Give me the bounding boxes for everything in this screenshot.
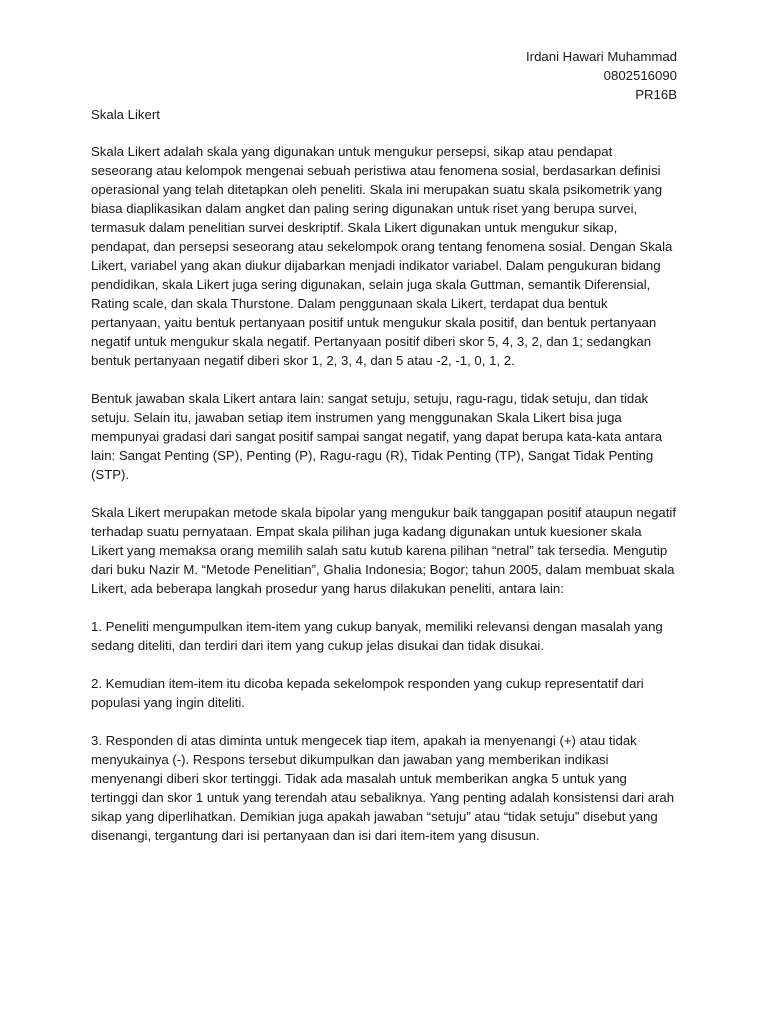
- paragraph-bipolar: Skala Likert merupakan metode skala bipolar yang mengukur baik tanggapan positif ataupun negatif terhadap suatu pernyataan. Empat skala pilihan juga kadang digunakan untuk kuesioner skala Likert yang memaksa orang memilih salah satu kutub karena pilihan “netral” tak tersedia. Mengutip dari buku Nazir M. “Metode Penelitian”, Ghalia Indonesia; Bogor; tahun 2005, dalam membuat skala Likert, ada beberapa langkah prosedur yang harus dilakukan peneliti, antara lain:: [91, 505, 677, 596]
- student-id: 0802516090: [603, 68, 677, 83]
- author-header: [526, 47, 677, 104]
- document-body: [91, 142, 677, 864]
- author-name: Irdani Hawari Muhammad: [526, 49, 677, 64]
- procedure-step-3: 3. Responden di atas diminta untuk mengecek tiap item, apakah ia menyenangi (+) atau tidak menyukainya (-). Respons tersebut dikumpulkan dan jawaban yang memberikan indikasi menyenangi diberi skor tertinggi. Tidak ada masalah untuk memberikan angka 5 untuk yang tertinggi dan skor 1 untuk yang terendah atau sebaliknya. Yang penting adalah konsistensi dari arah sikap yang diperlihatkan. Demikian juga apakah jawaban “setuju” atau “tidak setuju” disebut yang disenangi, tergantung dari isi pertanyaan dan isi dari item-item yang disusun.: [91, 733, 675, 843]
- procedure-step-2: 2. Kemudian item-item itu dicoba kepada sekelompok responden yang cukup representatif dari populasi yang ingin diteliti.: [91, 676, 644, 710]
- paragraph-answer-forms: Bentuk jawaban skala Likert antara lain: sangat setuju, setuju, ragu-ragu, tidak setuju, dan tidak setuju. Selain itu, jawaban setiap item instrumen yang menggunakan Skala Likert bisa juga mempunyai gradasi dari sangat positif sampai sangat negatif, yang dapat berupa kata-kata antara lain: Sangat Penting (SP), Penting (P), Ragu-ragu (R), Tidak Penting (TP), Sangat Tidak Penting (STP).: [91, 391, 663, 482]
- procedure-step-1: 1. Peneliti mengumpulkan item-item yang cukup banyak, memiliki relevansi dengan masalah yang sedang diteliti, dan terdiri dari item yang cukup jelas disukai dan tidak disukai.: [91, 619, 663, 653]
- paragraph-intro: Skala Likert adalah skala yang digunakan untuk mengukur persepsi, sikap atau pendapat seseorang atau kelompok mengenai sebuah peristiwa atau fenomena sosial, berdasarkan definisi operasional yang telah ditetapkan oleh peneliti. Skala ini merupakan suatu skala psikometrik yang biasa diaplikasikan dalam angket dan paling sering digunakan untuk riset yang berupa survei, termasuk dalam penelitian survei deskriptif. Skala Likert digunakan untuk mengukur sikap, pendapat, dan persepsi seseorang atau sekelompok orang tentang fenomena sosial. Dengan Skala Likert, variabel yang akan diukur dijabarkan menjadi indikator variabel. Dalam pengukuran bidang pendidikan, skala Likert juga sering digunakan, selain juga skala Guttman, semantik Diferensial, Rating scale, dan skala Thurstone. Dalam penggunaan skala Likert, terdapat dua bentuk pertanyaan, yaitu bentuk pertanyaan positif untuk mengukur skala positif, dan bentuk pertanyaan negatif untuk mengukur skala negatif. Pertanyaan positif diberi skor 5, 4, 3, 2, dan 1; sedangkan bentuk pertanyaan negatif diberi skor 1, 2, 3, 4, dan 5 atau -2, -1, 0, 1, 2.: [91, 144, 673, 368]
- class-code: PR16B: [635, 87, 677, 102]
- document-title: Skala Likert: [91, 107, 160, 122]
